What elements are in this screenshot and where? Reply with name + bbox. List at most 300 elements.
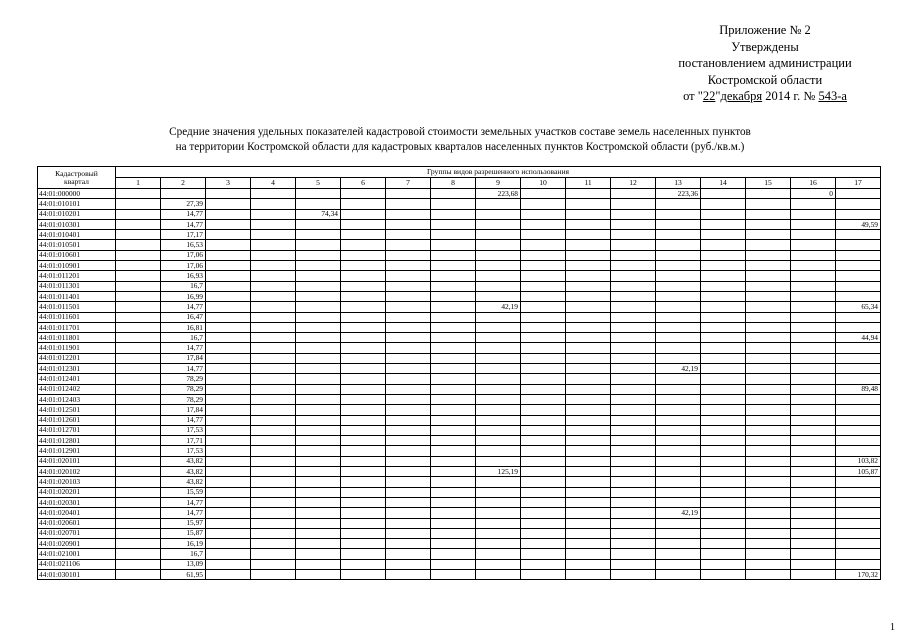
value-cell	[251, 209, 296, 219]
value-cell	[386, 394, 431, 404]
value-cell	[386, 467, 431, 477]
value-cell	[386, 477, 431, 487]
value-cell: 17,06	[161, 250, 206, 260]
value-cell	[611, 199, 656, 209]
value-cell	[521, 415, 566, 425]
value-cell	[476, 291, 521, 301]
cadastral-code-cell: 44:01:012402	[38, 384, 116, 394]
value-cell	[431, 353, 476, 363]
value-cell: 16,99	[161, 291, 206, 301]
value-cell	[656, 477, 701, 487]
value-cell	[566, 374, 611, 384]
value-cell	[611, 539, 656, 549]
value-cell	[611, 384, 656, 394]
value-cell	[791, 261, 836, 271]
value-cell	[611, 271, 656, 281]
cadastral-values-table	[37, 166, 881, 580]
value-cell	[701, 374, 746, 384]
cadastral-code-cell: 44:01:011501	[38, 302, 116, 312]
value-cell	[836, 477, 881, 487]
value-cell	[656, 497, 701, 507]
table-row	[38, 322, 881, 332]
table-row	[38, 230, 881, 240]
table-row	[38, 518, 881, 528]
value-cell	[476, 250, 521, 260]
value-cell: 14,77	[161, 219, 206, 229]
value-cell	[521, 425, 566, 435]
value-cell	[296, 497, 341, 507]
value-cell	[566, 384, 611, 394]
value-cell	[701, 569, 746, 579]
value-cell	[476, 528, 521, 538]
table-row	[38, 302, 881, 312]
value-cell	[386, 539, 431, 549]
value-cell	[341, 539, 386, 549]
value-cell	[296, 394, 341, 404]
value-cell	[296, 405, 341, 415]
value-cell	[746, 209, 791, 219]
value-cell	[251, 374, 296, 384]
value-cell	[791, 456, 836, 466]
value-cell	[116, 518, 161, 528]
cadastral-code-cell: 44:01:011301	[38, 281, 116, 291]
value-cell	[431, 219, 476, 229]
value-cell: 17,53	[161, 425, 206, 435]
value-cell	[521, 333, 566, 343]
value-cell	[206, 436, 251, 446]
value-cell	[386, 364, 431, 374]
value-cell	[431, 528, 476, 538]
value-cell	[566, 291, 611, 301]
value-cell	[296, 322, 341, 332]
value-cell	[206, 518, 251, 528]
value-cell	[566, 271, 611, 281]
value-cell	[746, 528, 791, 538]
value-cell	[206, 261, 251, 271]
value-cell	[701, 467, 746, 477]
value-cell	[341, 291, 386, 301]
value-cell	[116, 436, 161, 446]
value-cell	[206, 549, 251, 559]
value-cell	[431, 487, 476, 497]
value-cell	[206, 508, 251, 518]
column-header: 3	[206, 178, 251, 189]
value-cell	[116, 425, 161, 435]
value-cell	[611, 487, 656, 497]
value-cell	[521, 539, 566, 549]
value-cell	[656, 322, 701, 332]
value-cell	[386, 261, 431, 271]
value-cell	[116, 415, 161, 425]
value-cell	[656, 230, 701, 240]
value-cell: 44,94	[836, 333, 881, 343]
value-cell	[701, 281, 746, 291]
value-cell	[206, 364, 251, 374]
value-cell	[476, 477, 521, 487]
value-cell: 105,87	[836, 467, 881, 477]
value-cell	[161, 189, 206, 199]
value-cell	[611, 209, 656, 219]
cadastral-code-cell: 44:01:020101	[38, 456, 116, 466]
value-cell	[251, 446, 296, 456]
value-cell	[476, 415, 521, 425]
table-row	[38, 528, 881, 538]
value-cell	[386, 559, 431, 569]
value-cell	[521, 477, 566, 487]
value-cell	[476, 209, 521, 219]
value-cell	[476, 333, 521, 343]
value-cell	[116, 508, 161, 518]
cadastral-code-cell: 44:01:020401	[38, 508, 116, 518]
value-cell	[251, 569, 296, 579]
value-cell	[386, 209, 431, 219]
value-cell	[386, 199, 431, 209]
value-cell	[746, 261, 791, 271]
value-cell	[206, 353, 251, 363]
cadastral-code-cell: 44:01:020601	[38, 518, 116, 528]
table-row	[38, 291, 881, 301]
value-cell	[116, 343, 161, 353]
date-prefix: от "	[683, 89, 703, 103]
value-cell: 42,19	[476, 302, 521, 312]
value-cell	[566, 487, 611, 497]
cadastral-code-cell: 44:01:012301	[38, 364, 116, 374]
value-cell	[521, 343, 566, 353]
table-row	[38, 209, 881, 219]
value-cell	[341, 467, 386, 477]
value-cell	[791, 364, 836, 374]
value-cell	[566, 477, 611, 487]
table-row	[38, 343, 881, 353]
value-cell	[476, 343, 521, 353]
value-cell	[296, 569, 341, 579]
value-cell	[431, 436, 476, 446]
cadastral-code-cell: 44:01:010901	[38, 261, 116, 271]
value-cell	[566, 528, 611, 538]
cadastral-code-cell: 44:01:020901	[38, 539, 116, 549]
value-cell	[476, 199, 521, 209]
value-cell	[476, 549, 521, 559]
value-cell	[836, 353, 881, 363]
value-cell	[251, 322, 296, 332]
value-cell	[701, 436, 746, 446]
value-cell	[206, 539, 251, 549]
value-cell: 125,19	[476, 467, 521, 477]
value-cell	[251, 405, 296, 415]
value-cell	[116, 353, 161, 363]
value-cell	[746, 415, 791, 425]
column-header: 2	[161, 178, 206, 189]
value-cell	[341, 209, 386, 219]
value-cell	[251, 302, 296, 312]
value-cell	[206, 477, 251, 487]
value-cell	[476, 261, 521, 271]
value-cell	[566, 394, 611, 404]
value-cell	[836, 425, 881, 435]
value-cell	[611, 302, 656, 312]
value-cell	[566, 364, 611, 374]
value-cell	[566, 415, 611, 425]
value-cell	[656, 199, 701, 209]
value-cell	[431, 569, 476, 579]
value-cell	[431, 250, 476, 260]
value-cell	[341, 302, 386, 312]
value-cell	[611, 230, 656, 240]
table-row	[38, 539, 881, 549]
value-cell	[116, 456, 161, 466]
value-cell	[431, 302, 476, 312]
value-cell	[251, 189, 296, 199]
value-cell	[341, 425, 386, 435]
value-cell	[296, 343, 341, 353]
value-cell	[521, 518, 566, 528]
cadastral-code-cell: 44:01:012801	[38, 436, 116, 446]
value-cell	[386, 425, 431, 435]
value-cell	[701, 394, 746, 404]
cadastral-code-cell: 44:01:011201	[38, 271, 116, 281]
value-cell	[206, 374, 251, 384]
value-cell	[611, 364, 656, 374]
value-cell	[836, 539, 881, 549]
value-cell	[206, 559, 251, 569]
value-cell	[116, 487, 161, 497]
value-cell	[296, 250, 341, 260]
value-cell	[656, 405, 701, 415]
value-cell	[341, 446, 386, 456]
value-cell	[341, 261, 386, 271]
value-cell	[656, 261, 701, 271]
value-cell	[386, 405, 431, 415]
value-cell	[476, 230, 521, 240]
value-cell	[476, 374, 521, 384]
value-cell	[386, 333, 431, 343]
title-line-1: Средние значения удельных показателей кадастровой стоимости земельных участков составе земель населенных пунктов	[169, 126, 751, 138]
value-cell	[386, 353, 431, 363]
cadastral-code-cell: 44:01:020201	[38, 487, 116, 497]
value-cell	[251, 353, 296, 363]
value-cell	[701, 456, 746, 466]
value-cell	[701, 302, 746, 312]
value-cell	[116, 291, 161, 301]
value-cell	[251, 199, 296, 209]
value-cell	[341, 312, 386, 322]
cadastral-code-cell: 44:01:010201	[38, 209, 116, 219]
value-cell	[521, 312, 566, 322]
value-cell	[476, 353, 521, 363]
value-cell	[566, 281, 611, 291]
value-cell	[746, 302, 791, 312]
cadastral-code-cell: 44:01:011601	[38, 312, 116, 322]
value-cell	[791, 209, 836, 219]
value-cell	[206, 456, 251, 466]
value-cell	[521, 353, 566, 363]
value-cell	[431, 539, 476, 549]
value-cell	[206, 219, 251, 229]
value-cell	[701, 189, 746, 199]
value-cell	[476, 322, 521, 332]
table-row	[38, 374, 881, 384]
value-cell	[611, 250, 656, 260]
value-cell	[116, 528, 161, 538]
value-cell	[521, 364, 566, 374]
value-cell	[431, 508, 476, 518]
value-cell	[836, 374, 881, 384]
value-cell	[836, 446, 881, 456]
value-cell	[836, 209, 881, 219]
value-cell	[611, 569, 656, 579]
value-cell	[701, 333, 746, 343]
value-cell	[341, 549, 386, 559]
value-cell	[431, 384, 476, 394]
value-cell	[296, 508, 341, 518]
value-cell	[611, 446, 656, 456]
value-cell	[341, 497, 386, 507]
value-cell	[251, 333, 296, 343]
value-cell	[206, 322, 251, 332]
value-cell	[431, 312, 476, 322]
value-cell	[251, 467, 296, 477]
value-cell	[791, 302, 836, 312]
value-cell: 170,32	[836, 569, 881, 579]
value-cell	[206, 189, 251, 199]
table-row	[38, 508, 881, 518]
value-cell	[791, 271, 836, 281]
value-cell	[566, 569, 611, 579]
value-cell	[791, 240, 836, 250]
value-cell	[386, 291, 431, 301]
value-cell	[206, 343, 251, 353]
value-cell	[251, 312, 296, 322]
value-cell	[746, 425, 791, 435]
cadastral-code-cell: 44:01:011701	[38, 322, 116, 332]
value-cell	[791, 394, 836, 404]
cadastral-code-cell: 44:01:020301	[38, 497, 116, 507]
value-cell	[341, 415, 386, 425]
value-cell	[656, 425, 701, 435]
value-cell	[701, 477, 746, 487]
value-cell	[296, 230, 341, 240]
value-cell	[791, 322, 836, 332]
value-cell	[341, 271, 386, 281]
value-cell	[296, 559, 341, 569]
value-cell	[116, 333, 161, 343]
value-cell	[611, 436, 656, 446]
value-cell	[206, 446, 251, 456]
value-cell: 65,34	[836, 302, 881, 312]
value-cell	[251, 343, 296, 353]
value-cell	[206, 384, 251, 394]
value-cell	[611, 508, 656, 518]
value-cell	[611, 425, 656, 435]
value-cell	[206, 271, 251, 281]
value-cell	[341, 333, 386, 343]
value-cell	[386, 497, 431, 507]
table-row	[38, 281, 881, 291]
value-cell	[521, 219, 566, 229]
value-cell	[116, 477, 161, 487]
value-cell	[296, 467, 341, 477]
value-cell	[521, 528, 566, 538]
table-row	[38, 240, 881, 250]
value-cell	[296, 415, 341, 425]
value-cell	[521, 487, 566, 497]
value-cell	[431, 497, 476, 507]
value-cell	[341, 405, 386, 415]
value-cell	[566, 405, 611, 415]
value-cell	[296, 549, 341, 559]
value-cell	[791, 446, 836, 456]
value-cell	[296, 353, 341, 363]
table-row	[38, 364, 881, 374]
date-year: 2014 г. №	[762, 89, 819, 103]
title-line-2: на территории Костромской области для кадастровых кварталов населенных пунктов Костромской области (руб./кв.м.)	[175, 141, 745, 153]
value-cell	[476, 497, 521, 507]
value-cell	[656, 446, 701, 456]
value-cell	[656, 394, 701, 404]
cadastral-code-cell: 44:01:020701	[38, 528, 116, 538]
value-cell	[431, 549, 476, 559]
value-cell	[341, 436, 386, 446]
value-cell	[476, 425, 521, 435]
value-cell	[206, 569, 251, 579]
value-cell	[386, 415, 431, 425]
column-header: 11	[566, 178, 611, 189]
value-cell	[521, 291, 566, 301]
value-cell	[791, 508, 836, 518]
value-cell	[836, 240, 881, 250]
cadastral-code-cell: 44:01:010101	[38, 199, 116, 209]
cadastral-code-cell: 44:01:020103	[38, 477, 116, 487]
value-cell: 17,17	[161, 230, 206, 240]
value-cell	[746, 374, 791, 384]
value-cell	[116, 467, 161, 477]
value-cell	[431, 394, 476, 404]
table-row	[38, 436, 881, 446]
table-row	[38, 569, 881, 579]
value-cell	[746, 487, 791, 497]
value-cell	[116, 322, 161, 332]
column-header: 15	[746, 178, 791, 189]
value-cell	[206, 497, 251, 507]
value-cell	[386, 312, 431, 322]
value-cell	[791, 312, 836, 322]
value-cell	[206, 333, 251, 343]
value-cell	[656, 302, 701, 312]
value-cell	[476, 508, 521, 518]
value-cell	[836, 189, 881, 199]
value-cell	[251, 518, 296, 528]
value-cell	[656, 291, 701, 301]
cadastral-code-cell: 44:01:021001	[38, 549, 116, 559]
value-cell	[296, 271, 341, 281]
value-cell	[791, 291, 836, 301]
column-header: 8	[431, 178, 476, 189]
value-cell	[791, 281, 836, 291]
value-cell	[701, 528, 746, 538]
value-cell	[476, 436, 521, 446]
value-cell	[431, 425, 476, 435]
value-cell	[836, 343, 881, 353]
value-cell	[296, 456, 341, 466]
value-cell	[611, 343, 656, 353]
table-row	[38, 271, 881, 281]
value-cell	[656, 559, 701, 569]
value-cell	[341, 477, 386, 487]
cadastral-code-cell: 44:01:012403	[38, 394, 116, 404]
value-cell	[476, 364, 521, 374]
value-cell	[116, 250, 161, 260]
value-cell	[611, 528, 656, 538]
